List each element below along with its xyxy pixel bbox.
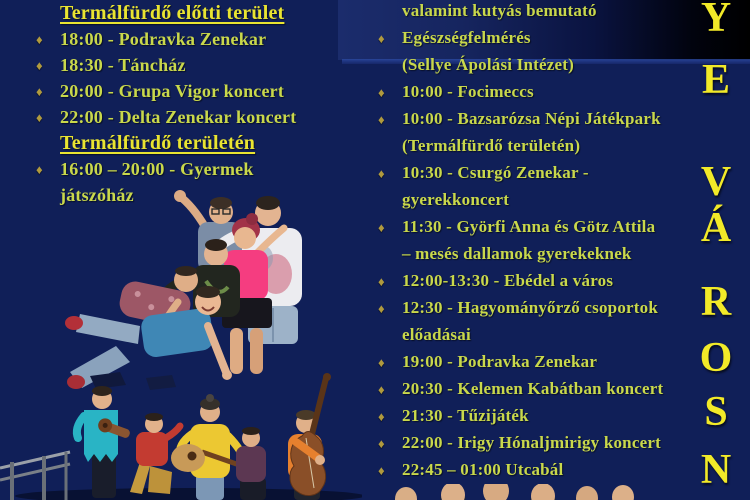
schedule-text: 21:30 - Tűzijáték — [402, 405, 529, 425]
diamond-bullet-icon: ♦ — [378, 300, 385, 316]
schedule-text: 10:30 - Csurgó Zenekar - — [402, 162, 589, 182]
schedule-row — [378, 456, 714, 483]
schedule-text: 18:30 - Táncház — [60, 54, 186, 75]
schedule-text: – mesés dallamok gyerekeknek — [402, 243, 632, 263]
vertical-letter: S — [704, 389, 728, 435]
schedule-row — [378, 78, 714, 105]
diamond-bullet-icon: ♦ — [378, 219, 385, 235]
schedule-column-left — [36, 0, 366, 208]
schedule-row — [378, 132, 714, 159]
schedule-row — [378, 240, 714, 267]
diamond-bullet-icon: ♦ — [378, 381, 385, 397]
schedule-text: 20:00 - Grupa Vigor koncert — [60, 80, 285, 101]
diamond-bullet-icon: ♦ — [378, 354, 385, 370]
bald-heads-photo — [392, 484, 648, 500]
schedule-column-right — [378, 0, 714, 483]
schedule-text: 22:00 - Irigy Hónaljmirigy koncert — [402, 432, 661, 452]
schedule-row — [378, 375, 714, 402]
schedule-text: 10:00 - Bazsarózsa Népi Játékpark — [402, 108, 661, 128]
schedule-text: Termálfürdő előtti terület — [60, 1, 285, 24]
schedule-row — [378, 213, 714, 240]
diamond-bullet-icon: ♦ — [378, 435, 385, 451]
schedule-text: játszóház — [60, 184, 134, 205]
schedule-text: 12:00-13:30 - Ebédel a város — [402, 270, 614, 290]
schedule-text: 22:45 – 01:00 Utcabál — [402, 459, 564, 479]
vertical-letter: Y — [700, 0, 732, 41]
schedule-row — [378, 0, 714, 24]
vertical-letter: N — [700, 447, 732, 493]
diamond-bullet-icon: ♦ — [36, 58, 43, 73]
schedule-row — [378, 267, 714, 294]
schedule-row — [378, 402, 714, 429]
diamond-bullet-icon: ♦ — [378, 462, 385, 478]
vertical-letter: R — [700, 279, 732, 325]
schedule-text: (Termálfürdő területén) — [402, 135, 581, 155]
schedule-row — [36, 78, 366, 104]
schedule-text: 10:00 - Focimeccs — [402, 81, 534, 101]
diamond-bullet-icon: ♦ — [36, 162, 43, 177]
vertical-letter: O — [699, 335, 733, 381]
vertical-letter: Á — [700, 205, 732, 251]
schedule-row — [378, 51, 714, 78]
schedule-text: (Sellye Ápolási Intézet) — [402, 54, 574, 74]
diamond-bullet-icon: ♦ — [378, 408, 385, 424]
schedule-text: valamint kutyás bemutató — [402, 0, 597, 20]
schedule-row — [36, 0, 366, 26]
schedule-row — [378, 348, 714, 375]
schedule-row — [378, 321, 714, 348]
schedule-text: 20:30 - Kelemen Kabátban koncert — [402, 378, 664, 398]
schedule-row — [378, 294, 714, 321]
schedule-row — [36, 104, 366, 130]
schedule-row — [378, 429, 714, 456]
schedule-row — [36, 26, 366, 52]
vertical-letter: V — [700, 159, 732, 205]
folk-band-photo — [0, 372, 362, 500]
schedule-text: 11:30 - Györfi Anna és Götz Attila — [402, 216, 656, 236]
friends-group-photo — [56, 186, 322, 398]
schedule-row — [378, 105, 714, 132]
schedule-row — [378, 159, 714, 186]
schedule-text: Egészségfelmérés — [402, 27, 531, 47]
diamond-bullet-icon: ♦ — [36, 110, 43, 125]
diamond-bullet-icon: ♦ — [36, 84, 43, 99]
diamond-bullet-icon: ♦ — [378, 273, 385, 289]
schedule-row — [36, 52, 366, 78]
schedule-text: 12:30 - Hagyományőrző csoportok — [402, 297, 658, 317]
schedule-row — [378, 24, 714, 51]
schedule-text: 22:00 - Delta Zenekar koncert — [60, 106, 297, 127]
diamond-bullet-icon: ♦ — [378, 165, 385, 181]
schedule-text: gyerekkoncert — [402, 189, 510, 209]
schedule-text: 18:00 - Podravka Zenekar — [60, 28, 267, 49]
schedule-row — [378, 186, 714, 213]
schedule-row — [36, 156, 366, 182]
diamond-bullet-icon: ♦ — [36, 32, 43, 47]
vertical-letter: E — [701, 57, 730, 103]
vertical-title-letters — [694, 0, 738, 500]
schedule-text: Termálfürdő területén — [60, 131, 256, 154]
diamond-bullet-icon: ♦ — [378, 84, 385, 100]
schedule-text: 19:00 - Podravka Zenekar — [402, 351, 598, 371]
schedule-text: előadásai — [402, 324, 471, 344]
schedule-row — [36, 182, 366, 208]
diamond-bullet-icon: ♦ — [378, 30, 385, 46]
diamond-bullet-icon: ♦ — [378, 111, 385, 127]
schedule-row — [36, 130, 366, 156]
schedule-text: 16:00 – 20:00 - Gyermek — [60, 158, 254, 179]
